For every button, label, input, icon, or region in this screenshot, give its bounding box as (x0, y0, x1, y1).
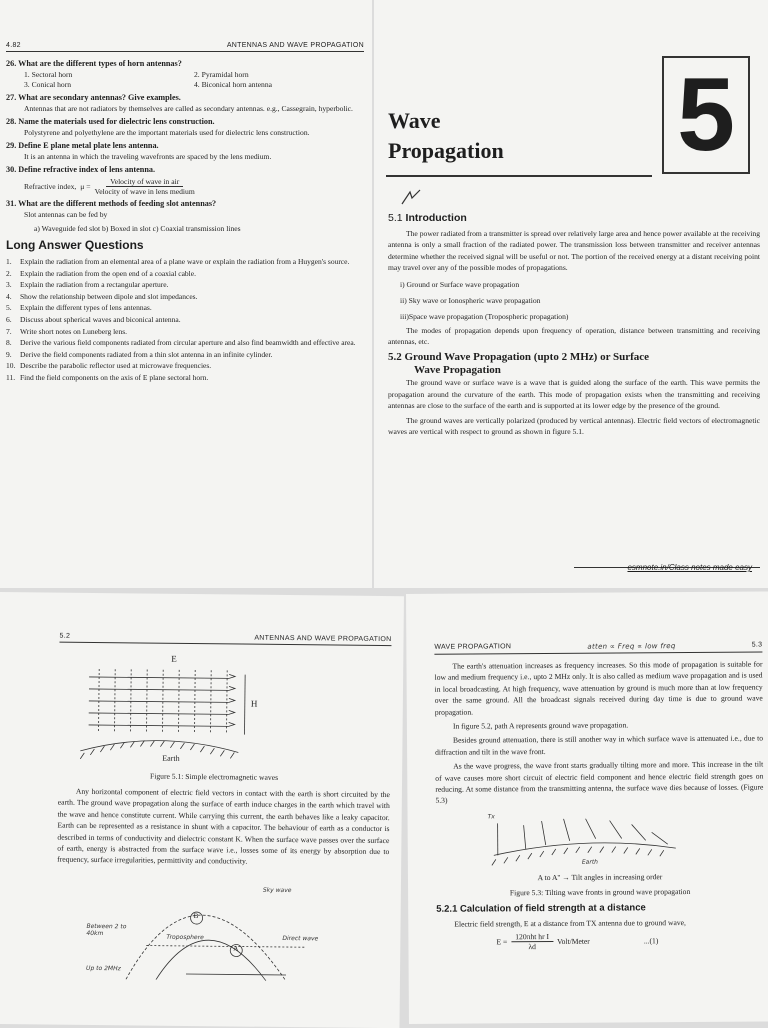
field-strength-paragraph: Electric field strength, E at a distance from TX antenna due to ground wave, (436, 916, 764, 930)
tx-label: Tx (488, 813, 495, 820)
page-5-2 (0, 592, 404, 1028)
formula-label: Refractive index, (24, 182, 76, 191)
list-item: 2. Pyramidal horn (194, 70, 364, 80)
section-number: 5.1 (388, 212, 403, 224)
item-number: 11. (6, 372, 20, 384)
chapter-title (388, 106, 504, 166)
modes-list (400, 277, 760, 325)
earth-conduction-paragraph: Any horizontal component of electric field vectors in contact with the earth is short circuited by the earth. The ground wave propagation along the surface of earth induce charges in the earth which travel with the wave and hence constitute current. While carrying this current, the earth behaves like a leaky capacitor. Earth can be represented as a resistance in shunt with a capacitor. The behaviour of earth as a conductor is described in terms of conductivity and dielectric constant K. When the surface wave passes over the surface of earth, energy is abstracted from the surface wave i.e., losses some of its energy by absorption due to frequency, surface irregularities, permittivity and conductivity. (57, 786, 390, 869)
answer-29: It is an antenna in which the traveling wavefronts are spaced by the lens medium. (24, 152, 364, 162)
modes-paragraph: The modes of propagation depends upon frequency of operation, distance between transmitting and receiving antennas, etc. (388, 325, 760, 348)
long-question-item (6, 256, 364, 268)
page-4-82 (0, 0, 372, 588)
question-29: 29. Define E plane metal plate lens antenna. (6, 140, 364, 151)
page-number: 5.2 (60, 633, 71, 640)
long-answer-list (6, 256, 364, 384)
e-field-label: E (171, 654, 177, 664)
footer-watermark: esmnote.in/Class notes made easy (627, 563, 752, 572)
polarization-paragraph: The ground waves are vertically polarized (produced by vertical antennas). Electric field vectors of electromagnetic waves are vertical with respect to ground as shown in figure 5.1. (388, 415, 760, 438)
long-question-item (6, 302, 364, 314)
item-number: 3. (6, 279, 20, 291)
figure-caption: Figure 5.3: Tilting wave fronts in ground wave propagation (436, 886, 764, 897)
long-question-item (6, 268, 364, 280)
page-number: 5.3 (752, 642, 763, 650)
question-26: 26. What are the different types of horn antennas? (6, 58, 364, 69)
path-a-label: A (233, 944, 238, 952)
item-text: Write short notes on Luneberg lens. (20, 326, 127, 338)
section-title: Introduction (406, 212, 467, 224)
figure-caption: Figure 5.1: Simple electromagnetic waves (38, 770, 390, 783)
tilt-note: A to A'' → Tilt angles in increasing order (436, 871, 764, 882)
item-text: Explain the radiation from a rectangular aperture. (20, 279, 168, 291)
em-wave-diagram (78, 649, 299, 771)
long-question-item (6, 349, 364, 361)
item-number: 4. (6, 291, 20, 303)
running-head-title: ANTENNAS AND WAVE PROPAGATION (254, 635, 391, 643)
item-number: 1. (6, 256, 20, 268)
frequency-label: Up to 2MHz (86, 965, 121, 972)
denominator: Velocity of wave in lens medium (95, 187, 195, 196)
equation-number: ...(1) (644, 937, 659, 946)
intro-paragraph: The power radiated from a transmitter is spread over relatively large area and hence power available at the receiving antenna is only a small fraction of the radiated power. The transmission loss between transmitter and receiver antennas determine whether the received signal will be useful or not. The portion of the received energy at a distant receiving point may travel over any of the possible modes of propagations. (388, 228, 760, 274)
distance-label: Between 2 to 40km (86, 923, 130, 937)
long-answer-heading: Long Answer Questions (6, 238, 364, 252)
list-item: ii) Sky wave or Ionospheric wave propagation (400, 293, 760, 309)
formula-mu: μ = (80, 182, 90, 191)
equation-fraction (511, 932, 553, 951)
title-rule (386, 175, 652, 177)
chapter-5-opener (374, 0, 768, 588)
item-text: Derive the field components radiated from a thin slot antenna in an infinite cylinder. (20, 349, 272, 361)
field-strength-equation (496, 931, 764, 952)
formula-fraction (95, 177, 195, 196)
section-heading (388, 212, 760, 224)
heading-line: 5.2 Ground Wave Propagation (upto 2 MHz) or Surface (388, 351, 649, 363)
long-question-item (6, 279, 364, 291)
question-30: 30. Define refractive index of lens antenna. (6, 164, 364, 175)
item-text: Discuss about spherical waves and biconical antenna. (20, 314, 181, 326)
running-head-title: ANTENNAS AND WAVE PROPAGATION (227, 42, 364, 49)
heading-line: Wave Propagation (388, 364, 760, 377)
path-b-label: B (194, 912, 199, 920)
sky-wave-label: Sky wave (263, 887, 292, 894)
figure-5-1 (78, 649, 299, 771)
section-5-2-heading (388, 351, 760, 377)
attenuation-paragraph: The earth's attenuation increases as frequency increases. So this mode of propagation is suitable for low and medium frequency i.e., upto 2 MHz only. It is also called as medium wave propagation and is used in local broadcasting. At high frequency, wave attenuation by ground is much more than at low frequency over the same ground. All the broadcast signals received during day time is due to ground wave propagation. (434, 659, 762, 718)
running-header (59, 633, 391, 646)
item-number: 9. (6, 349, 20, 361)
item-number: 7. (6, 326, 20, 338)
running-head-title: WAVE PROPAGATION (434, 643, 511, 652)
long-question-item (6, 326, 364, 338)
item-text: Explain the different types of lens antennas. (20, 302, 152, 314)
item-text: Derive the various field components radiated from circular aperture and also find beamwidth and effective area. (20, 337, 356, 349)
answer-27: Antennas that are not radiators by themselves are called as secondary antennas. e.g., Cassegrain, hyperbolic. (24, 104, 364, 114)
horn-types-list (24, 70, 364, 90)
path-a-paragraph: In figure 5.2, path A represents ground wave propagation. (435, 719, 763, 733)
long-question-item (6, 372, 364, 384)
question-31: 31. What are the different methods of feeding slot antennas? (6, 198, 364, 209)
h-field-label: H (251, 699, 258, 709)
item-text: Describe the parabolic reflector used at microwave frequencies. (20, 360, 211, 372)
equation-lhs: E = (496, 938, 507, 947)
item-text: Explain the radiation from an elemental area of a plane wave or explain the radiation from a Huygen's source. (20, 256, 349, 268)
refractive-index-formula (24, 177, 364, 196)
chapter-title-line: Wave (388, 106, 504, 136)
section-5-2-1-heading: 5.2.1 Calculation of field strength at a distance (436, 901, 764, 914)
figure-5-2 (86, 869, 367, 982)
chapter-number: 5 (677, 63, 735, 167)
handwritten-note: atten ∝ Freq ∝ low freq (587, 642, 675, 651)
pen-mark-icon (400, 188, 422, 206)
chapter-number-box (662, 56, 750, 174)
running-header (6, 42, 364, 52)
question-27: 27. What are secondary antennas? Give examples. (6, 92, 364, 103)
item-text: Find the field components on the axis of E plane sectoral horn. (20, 372, 208, 384)
tilt-paragraph: As the wave progress, the wave front starts gradually tilting more and more. This increase in the tilt of wave causes more short circuit of electric field component and hence electric field strength goes on reducing. At some distance from the transmitting antenna, the surface wave dies because of losses. (Figure 5.3) (435, 759, 763, 807)
page-5-3 (406, 591, 768, 1024)
earth-label: Earth (162, 754, 179, 763)
answer-31-options: a) Waveguide fed slot b) Boxed in slot c) Coaxial transmission lines (34, 224, 364, 234)
earth-label: Earth (582, 859, 598, 866)
question-28: 28. Name the materials used for dielectric lens construction. (6, 116, 364, 127)
figure-5-3 (486, 808, 686, 871)
answer-31: Slot antennas can be fed by (24, 210, 364, 220)
direct-wave-label: Direct wave (282, 935, 318, 942)
long-question-item (6, 360, 364, 372)
denominator: λd (528, 942, 536, 951)
item-number: 10. (6, 360, 20, 372)
list-item: 1. Sectoral horn (24, 70, 194, 80)
item-number: 5. (6, 302, 20, 314)
numerator: Velocity of wave in air (106, 177, 183, 187)
ground-wave-paragraph: The ground wave or surface wave is a wave that is guided along the surface of the earth. This wave permits the propagation around the curvature of the earth. This mode of propagation exists when the transmitting and receiving antennas are close to the surface of the earth and is supported at its lower edge by the presence of the ground. (388, 377, 760, 411)
numerator: 120πht hr I (511, 932, 553, 942)
list-item: iii)Space wave propagation (Tropospheric propagation) (400, 309, 760, 325)
page-number: 4.82 (6, 42, 21, 49)
item-number: 8. (6, 337, 20, 349)
item-number: 2. (6, 268, 20, 280)
item-number: 6. (6, 314, 20, 326)
troposphere-label: Troposphere (166, 934, 203, 941)
equation-unit: Volt/Meter (557, 937, 590, 946)
long-question-item (6, 337, 364, 349)
list-item: 4. Biconical horn antenna (194, 80, 364, 90)
item-text: Explain the radiation from the open end of a coaxial cable. (20, 268, 196, 280)
section-5-1 (388, 212, 760, 440)
long-question-item (6, 291, 364, 303)
diffraction-paragraph: Besides ground attenuation, there is still another way in which surface wave is attenuated i.e., due to diffraction and tilt in the wave front. (435, 733, 763, 758)
chapter-title-line: Propagation (388, 136, 504, 166)
list-item: i) Ground or Surface wave propagation (400, 277, 760, 293)
running-header (434, 642, 762, 655)
list-item: 3. Conical horn (24, 80, 194, 90)
answer-28: Polystyrene and polyethylene are the important materials used for dielectric lens construction. (24, 128, 364, 138)
long-question-item (6, 314, 364, 326)
item-text: Show the relationship between dipole and slot impedances. (20, 291, 197, 303)
